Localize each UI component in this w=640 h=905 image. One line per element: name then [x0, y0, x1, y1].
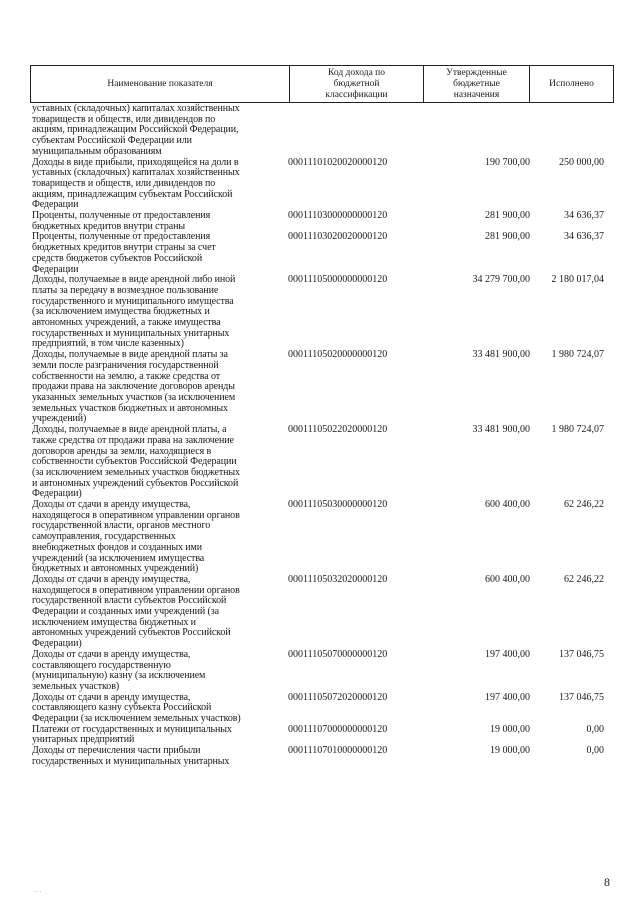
row-approved-cell: 19 000,00 [490, 745, 530, 757]
table-row [32, 232, 612, 275]
row-approved-cell: 33 481 900,00 [472, 349, 530, 361]
row-name-cell: Доходы от перечисления части прибыли государственных и муниципальных унитарных [32, 745, 230, 767]
row-code-cell: 00011107010000000120 [288, 745, 388, 757]
row-approved-cell: 281 900,00 [485, 210, 530, 222]
row-executed-cell: 2 180 017,04 [551, 274, 604, 286]
row-approved-cell: 600 400,00 [485, 573, 530, 585]
row-code-cell: 00011101020020000120 [288, 156, 388, 168]
row-approved-cell: 190 700,00 [485, 156, 530, 168]
header-approved-column: Утвержденные бюджетные назначения [423, 66, 529, 102]
row-executed-cell: 62 246,22 [564, 573, 604, 585]
row-executed-cell: 1 980 724,07 [551, 424, 604, 436]
table-row [32, 650, 612, 693]
header-executed-column: Исполнено [529, 66, 613, 102]
row-name-cell: уставных (складочных) капиталах хозяйственных товариществ и обществ, или дивидендов по акциям, принадлежащим Российской Федерации, субъектам Российской Федерации или муниципальным образованиям [32, 103, 240, 157]
footer-marks: ... [34, 886, 43, 894]
row-code-cell: 00011105072020000120 [288, 691, 388, 703]
table-row [32, 211, 612, 232]
table-row [32, 693, 612, 725]
row-name-cell: Доходы от сдачи в аренду имущества, находящегося в оперативном управлении органов государственной власти субъектов Российской Федерации и созданных ими учреждений (за исключением имущества бюджетных и автономных учреждений субъектов Российской Федерации) [32, 573, 240, 650]
row-code-cell: 00011105030000000120 [288, 499, 388, 511]
row-code-cell: 00011105020000000120 [288, 349, 388, 361]
table-row [32, 158, 612, 212]
table-row [32, 500, 612, 575]
row-executed-cell: 62 246,22 [564, 499, 604, 511]
table-header [30, 65, 614, 103]
row-name-cell: Проценты, полученные от предоставления бюджетных кредитов внутри страны за счет средств бюджетов субъектов Российской Федерации [32, 231, 216, 275]
row-name-cell: Доходы от сдачи в аренду имущества, находящегося в оперативном управлении органов государственной власти, органов местного самоуправления, государственных внебюджетных фондов и созданных ими учреждений (за исключением имущества бюджетных и автономных учреждений) [32, 499, 240, 575]
row-approved-cell: 33 481 900,00 [472, 424, 530, 436]
row-code-cell: 00011105032020000120 [288, 573, 388, 585]
header-name-column: Наименование показателя [107, 78, 213, 89]
table-row [32, 350, 612, 425]
row-approved-cell: 34 279 700,00 [472, 274, 530, 286]
table-row [32, 575, 612, 650]
row-code-cell: 00011103000000000120 [288, 210, 388, 222]
row-executed-cell: 34 636,37 [564, 231, 604, 243]
row-code-cell: 00011105000000000120 [288, 274, 388, 286]
table-row [32, 746, 612, 767]
table-row [32, 425, 612, 500]
row-name-cell: Проценты, полученные от предоставления бюджетных кредитов внутри страны [32, 210, 211, 232]
row-name-cell: Доходы от сдачи в аренду имущества, составляющего казну субъекта Российской Федерации (за исключением земельных участков) [32, 691, 241, 725]
row-name-cell: Доходы, получаемые в виде арендной платы, а также средства от продажи права на заключение договоров аренды за земли, находящиеся в собственности субъектов Российской Федерации (за исключением земельных участков бюджетных и автономных учреждений субъектов Российской Федерации) [32, 424, 240, 500]
row-approved-cell: 281 900,00 [485, 231, 530, 243]
row-approved-cell: 19 000,00 [490, 723, 530, 735]
row-approved-cell: 197 400,00 [485, 648, 530, 660]
table-row [32, 725, 612, 746]
row-executed-cell: 0,00 [586, 723, 604, 735]
header-code-column: Код дохода по бюджетной классификации [289, 66, 423, 102]
row-name-cell: Платежи от государственных и муниципальных унитарных предприятий [32, 723, 232, 746]
row-code-cell: 00011103020020000120 [288, 231, 388, 243]
row-approved-cell: 600 400,00 [485, 499, 530, 511]
row-name-cell: Доходы в виде прибыли, приходящейся на доли в уставных (складочных) капиталах хозяйственных товариществ и обществ, или дивидендов по акциям, принадлежащим субъектам Российской Федерации [32, 156, 240, 211]
table-row [32, 275, 612, 350]
row-executed-cell: 1 980 724,07 [551, 349, 604, 361]
row-executed-cell: 250 000,00 [559, 156, 604, 168]
row-name-cell: Доходы от сдачи в аренду имущества, составляющего государственную (муниципальную) казну (за исключением земельных участков) [32, 648, 206, 692]
row-code-cell: 00011105022020000120 [288, 424, 388, 436]
row-name-cell: Доходы, получаемые в виде арендной либо иной платы за передачу в возмездное пользование государственного и муниципального имущества (за исключением имущества бюджетных и автономных учреждений, а также имущества государственных и муниципальных унитарных предприятий, в том числе казенных) [32, 274, 236, 350]
row-executed-cell: 34 636,37 [564, 210, 604, 222]
row-code-cell: 00011107000000000120 [288, 723, 388, 735]
row-code-cell: 00011105070000000120 [288, 648, 388, 660]
row-executed-cell: 0,00 [586, 745, 604, 757]
row-executed-cell: 137 046,75 [559, 648, 604, 660]
page-number: 8 [604, 875, 610, 889]
table-row [32, 104, 612, 158]
row-approved-cell: 197 400,00 [485, 691, 530, 703]
table-body [32, 104, 612, 768]
row-name-cell: Доходы, получаемые в виде арендной платы за земли после разграничения государственной собственности на землю, а также средства от продажи права на заключение договоров аренды указанных земельных участков (за исключением земельных участков бюджетных и автономных учреждений) [32, 349, 236, 425]
row-executed-cell: 137 046,75 [559, 691, 604, 703]
